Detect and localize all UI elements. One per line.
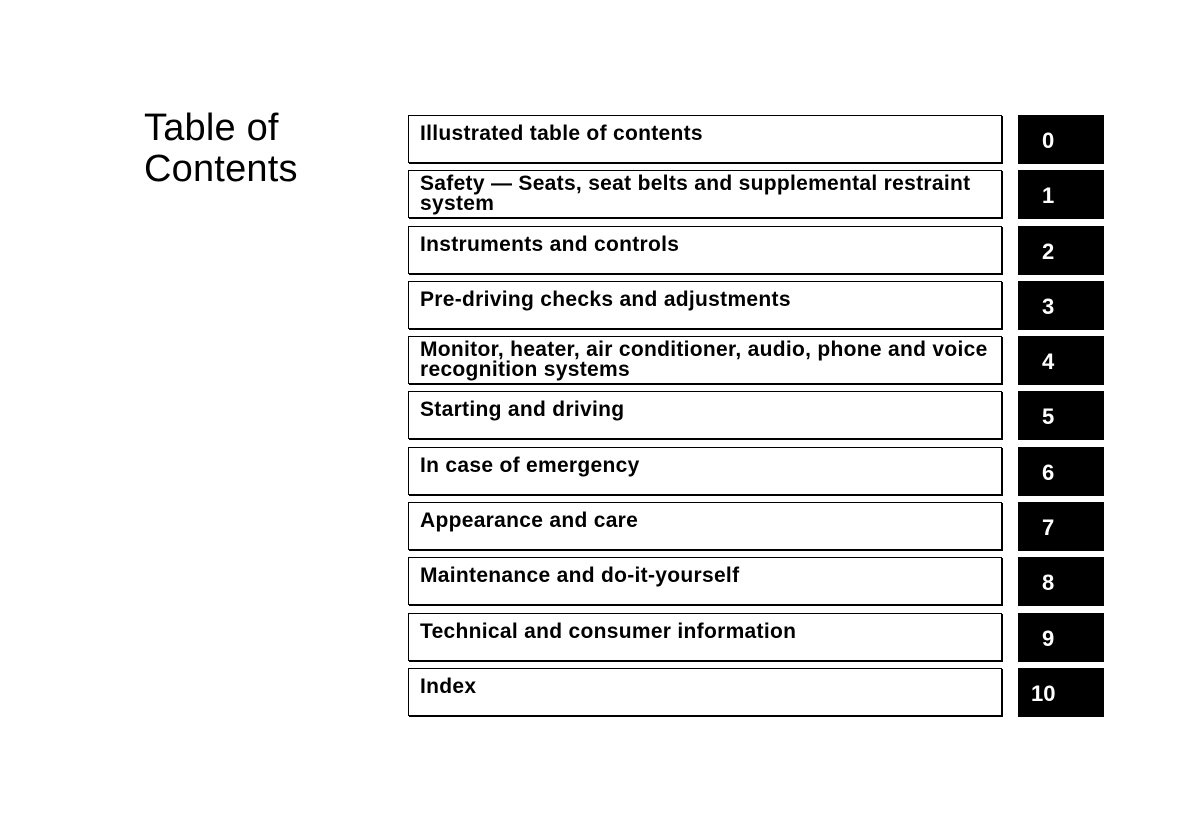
toc-tab-8[interactable]: 8 [1018,557,1104,606]
toc-row-1 [408,170,1104,218]
toc-entry-emergency[interactable]: In case of emergency [408,447,1002,495]
page-title-line-1: Table of [144,107,279,149]
toc-row-9 [408,613,1104,661]
toc-row-2 [408,226,1104,274]
toc-entry-technical-consumer-info[interactable]: Technical and consumer information [408,613,1002,661]
toc-row-0 [408,115,1104,163]
toc-tab-0[interactable]: 0 [1018,115,1104,164]
toc-tab-3[interactable]: 3 [1018,281,1104,330]
toc-tab-5[interactable]: 5 [1018,391,1104,440]
toc-row-10 [408,668,1104,716]
toc-row-6 [408,447,1104,495]
toc-tab-2[interactable]: 2 [1018,226,1104,275]
toc-entry-index[interactable]: Index [408,668,1002,716]
toc-tab-1[interactable]: 1 [1018,170,1104,219]
toc-entry-safety[interactable]: Safety — Seats, seat belts and supplemental restraint system [408,170,1002,218]
toc-row-4 [408,336,1104,384]
toc-list [408,115,1104,723]
toc-row-7 [408,502,1104,550]
toc-entry-maintenance[interactable]: Maintenance and do-it-yourself [408,557,1002,605]
toc-entry-instruments-controls[interactable]: Instruments and controls [408,226,1002,274]
toc-row-5 [408,391,1104,439]
toc-row-8 [408,557,1104,605]
page-title-line-2: Contents [144,148,298,190]
toc-tab-6[interactable]: 6 [1018,447,1104,496]
toc-entry-illustrated-contents[interactable]: Illustrated table of contents [408,115,1002,163]
page-title [144,108,298,190]
toc-row-3 [408,281,1104,329]
toc-entry-monitor-heater-audio[interactable]: Monitor, heater, air conditioner, audio, phone and voice recognition systems [408,336,1002,384]
toc-tab-4[interactable]: 4 [1018,336,1104,385]
toc-entry-starting-driving[interactable]: Starting and driving [408,391,1002,439]
toc-tab-10[interactable]: 10 [1018,668,1104,717]
toc-entry-appearance-care[interactable]: Appearance and care [408,502,1002,550]
toc-tab-7[interactable]: 7 [1018,502,1104,551]
toc-tab-9[interactable]: 9 [1018,613,1104,662]
toc-entry-pre-driving-checks[interactable]: Pre-driving checks and adjustments [408,281,1002,329]
